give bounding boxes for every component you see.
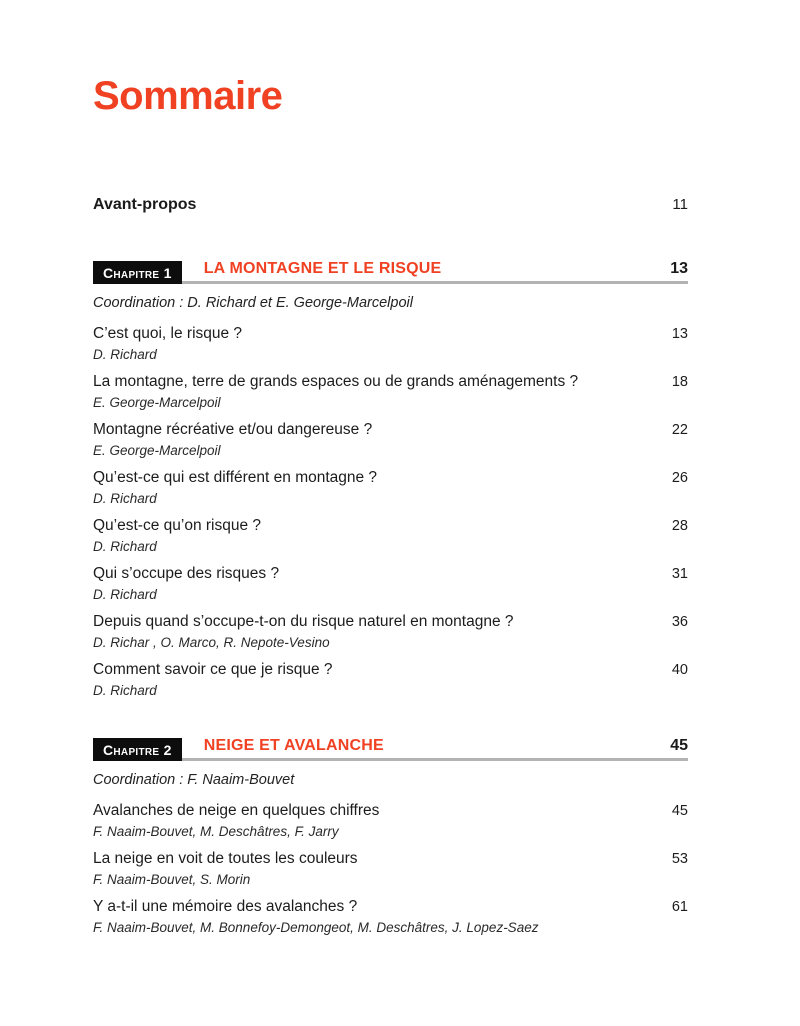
entry-title: Qu’est-ce qu’on risque ? [93,517,262,534]
entry-authors: D. Richard [93,491,157,506]
chapter-entries [93,324,688,699]
entry-page-number: 26 [671,470,688,486]
entry-title: Montagne récréative et/ou dangereuse ? [93,421,373,438]
toc-entry [93,801,688,840]
toc-entry [93,372,688,411]
toc-entry [93,612,688,651]
chapter-title: LA MONTAGNE ET LE RISQUE [203,260,442,277]
entry-title: La montagne, terre de grands espaces ou de grands aménagements ? [93,373,579,390]
toc-entry [93,849,688,888]
front-matter-row [93,196,688,214]
toc-chapters [93,260,688,936]
chapter-coordination: Coordination : D. Richard et E. George-Marcelpoil [93,295,413,311]
entry-authors: D. Richard [93,539,157,554]
toc-entry [93,516,688,555]
toc-entry-head [93,612,688,632]
entry-page-number: 45 [671,803,688,819]
chapter-badge: Chapitre 2 [93,738,182,761]
entry-title: Qui s’occupe des risques ? [93,565,280,582]
front-matter-page-number: 11 [672,196,688,213]
entry-authors: E. George-Marcelpoil [93,395,221,410]
entry-authors: D. Richar , O. Marco, R. Nepote-Vesino [93,635,330,650]
entry-authors: E. George-Marcelpoil [93,443,221,458]
chapter-heading-row [93,737,688,761]
entry-page-number: 22 [671,422,688,438]
toc-entry-head [93,801,688,821]
toc-entry-head [93,897,688,917]
toc-entry [93,564,688,603]
entry-authors: F. Naaim-Bouvet, S. Morin [93,872,251,887]
entry-page-number: 31 [671,566,688,582]
chapter-heading-row [93,260,688,284]
front-matter-label: Avant-propos [93,196,197,213]
entry-authors: D. Richard [93,683,157,698]
page-title: Sommaire [93,74,283,118]
entry-page-number: 40 [671,662,688,678]
entry-title: La neige en voit de toutes les couleurs [93,850,358,867]
chapter-page-number: 13 [670,260,688,277]
toc-entry-head [93,849,688,869]
toc-entry-head [93,516,688,536]
chapter-section [93,737,688,936]
chapter-section [93,260,688,699]
entry-page-number: 36 [671,614,688,630]
chapter-badge: Chapitre 1 [93,261,182,284]
toc-entry [93,897,688,936]
chapter-page-number: 45 [670,737,688,754]
entry-page-number: 61 [671,899,688,915]
toc-entry-head [93,420,688,440]
toc-entry [93,324,688,363]
toc-entry [93,468,688,507]
toc-entry [93,660,688,699]
chapter-coordination: Coordination : F. Naaim-Bouvet [93,772,295,788]
chapter-entries [93,801,688,936]
entry-title: Qu’est-ce qui est différent en montagne ? [93,469,378,486]
entry-authors: F. Naaim-Bouvet, M. Bonnefoy-Demongeot, M. Deschâtres, J. Lopez-Saez [93,920,539,935]
entry-title: Comment savoir ce que je risque ? [93,661,333,678]
entry-page-number: 13 [671,326,688,342]
toc-entry-head [93,372,688,392]
entry-authors: D. Richard [93,587,157,602]
chapter-title: NEIGE ET AVALANCHE [203,737,384,754]
toc-entry-head [93,324,688,344]
entry-title: C’est quoi, le risque ? [93,325,243,342]
entry-authors: D. Richard [93,347,157,362]
entry-title: Y a-t-il une mémoire des avalanches ? [93,898,358,915]
entry-page-number: 18 [671,374,688,390]
entry-title: Depuis quand s’occupe-t-on du risque naturel en montagne ? [93,613,514,630]
toc-entry-head [93,660,688,680]
entry-authors: F. Naaim-Bouvet, M. Deschâtres, F. Jarry [93,824,339,839]
toc-entry-head [93,468,688,488]
entry-page-number: 53 [671,851,688,867]
entry-title: Avalanches de neige en quelques chiffres [93,802,380,819]
toc-entry-head [93,564,688,584]
toc-entry [93,420,688,459]
entry-page-number: 28 [671,518,688,534]
